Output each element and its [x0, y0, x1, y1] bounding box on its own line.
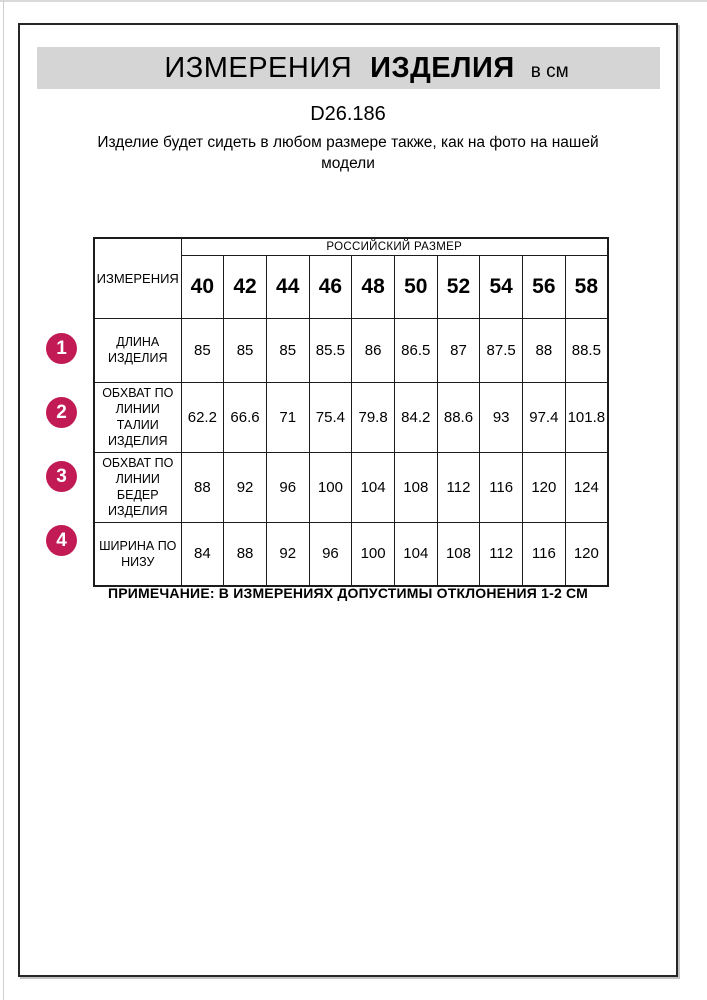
measurement-value: 92 [224, 452, 267, 522]
page-edge-top [0, 0, 707, 2]
measurement-label: ОБХВАТ ПО ЛИНИИ ТАЛИИ ИЗДЕЛИЯ [94, 382, 181, 452]
measurement-value: 71 [266, 382, 309, 452]
measurement-value: 96 [309, 522, 352, 586]
size-column-header: 48 [352, 255, 395, 318]
title-bar [37, 47, 660, 89]
measurement-value: 120 [565, 522, 608, 586]
measurement-value: 101.8 [565, 382, 608, 452]
measurement-label: ДЛИНА ИЗДЕЛИЯ [94, 318, 181, 382]
measurement-value: 62.2 [181, 382, 224, 452]
measurement-value: 66.6 [224, 382, 267, 452]
measurement-value: 124 [565, 452, 608, 522]
table-row-bottom-width [94, 522, 608, 586]
table-row-waist [94, 382, 608, 452]
row-number-badge-3: 3 [46, 461, 77, 492]
measurement-value: 88 [523, 318, 566, 382]
measurement-label: ШИРИНА ПО НИЗУ [94, 522, 181, 586]
measurement-value: 86.5 [394, 318, 437, 382]
measurement-value: 116 [523, 522, 566, 586]
measurement-value: 93 [480, 382, 523, 452]
page-edge-left [3, 0, 4, 1000]
size-column-header: 50 [394, 255, 437, 318]
size-column-header: 46 [309, 255, 352, 318]
row-number-badge-4: 4 [46, 525, 77, 556]
measurement-value: 97.4 [523, 382, 566, 452]
size-column-header: 52 [437, 255, 480, 318]
product-code: D26.186 [310, 103, 386, 125]
table-corner-header: ИЗМЕРЕНИЯ [94, 238, 181, 318]
page-frame [18, 23, 678, 977]
measurement-value: 92 [266, 522, 309, 586]
title-word-product: ИЗДЕЛИЯ [370, 51, 515, 84]
measurement-value: 86 [352, 318, 395, 382]
measurement-value: 79.8 [352, 382, 395, 452]
size-column-header: 58 [565, 255, 608, 318]
measurement-value: 104 [352, 452, 395, 522]
size-column-header: 54 [480, 255, 523, 318]
measurement-value: 96 [266, 452, 309, 522]
tolerance-note: ПРИМЕЧАНИЕ: В ИЗМЕРЕНИЯХ ДОПУСТИМЫ ОТКЛОНЕНИЯ 1-2 СМ [107, 585, 589, 601]
measurement-value: 85.5 [309, 318, 352, 382]
size-column-header: 40 [181, 255, 224, 318]
measurement-value: 112 [480, 522, 523, 586]
measurement-value: 88.5 [565, 318, 608, 382]
measurement-value: 112 [437, 452, 480, 522]
measurement-value: 84.2 [394, 382, 437, 452]
size-column-header: 42 [224, 255, 267, 318]
measurement-value: 116 [480, 452, 523, 522]
measurement-value: 104 [394, 522, 437, 586]
measurement-value: 87 [437, 318, 480, 382]
title-unit-cm: в см [530, 60, 569, 82]
measurement-value: 100 [352, 522, 395, 586]
measurement-value: 88.6 [437, 382, 480, 452]
measurement-label: ОБХВАТ ПО ЛИНИИ БЕДЕР ИЗДЕЛИЯ [94, 452, 181, 522]
page-title [164, 52, 568, 85]
measurements-table [93, 237, 609, 587]
title-word-measurements: ИЗМЕРЕНИЯ [164, 51, 353, 84]
measurement-value: 108 [394, 452, 437, 522]
measurement-value: 85 [224, 318, 267, 382]
measurement-value: 75.4 [309, 382, 352, 452]
fit-description: Изделие будет сидеть в любом размере также, как на фото на нашей модели [97, 134, 599, 172]
measurement-value: 108 [437, 522, 480, 586]
table-row-length [94, 318, 608, 382]
row-number-badge-2: 2 [46, 397, 77, 428]
row-number-badge-1: 1 [46, 333, 77, 364]
measurement-value: 120 [523, 452, 566, 522]
measurement-value: 85 [181, 318, 224, 382]
measurement-value: 87.5 [480, 318, 523, 382]
table-row-hips [94, 452, 608, 522]
size-column-header: 44 [266, 255, 309, 318]
measurement-value: 84 [181, 522, 224, 586]
size-column-header: 56 [523, 255, 566, 318]
measurement-value: 100 [309, 452, 352, 522]
measurement-value: 88 [181, 452, 224, 522]
size-group-header: РОССИЙСКИЙ РАЗМЕР [181, 238, 608, 255]
measurement-value: 85 [266, 318, 309, 382]
measurement-value: 88 [224, 522, 267, 586]
